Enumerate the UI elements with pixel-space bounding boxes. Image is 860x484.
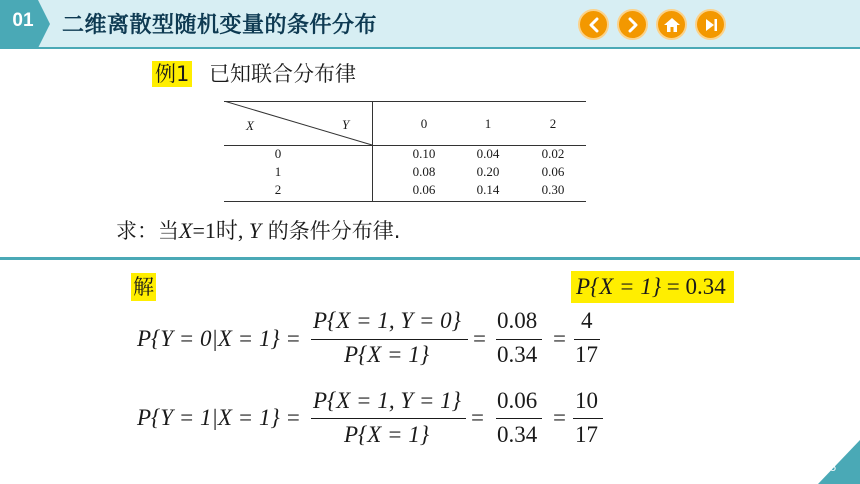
eq1-equals-a: = <box>473 326 486 351</box>
joint-distribution-table <box>224 101 586 202</box>
eq1-denominator: P{X = 1} <box>344 342 430 367</box>
solution-label: 解 <box>133 275 154 299</box>
eq1-numerator-2: 0.08 <box>497 308 538 333</box>
col-header: 2 <box>549 116 557 131</box>
marginal-lhs: P{X = 1} <box>576 274 662 299</box>
eq2-denominator: P{X = 1} <box>344 422 430 447</box>
table-cell: 0.20 <box>476 164 500 179</box>
eq2-numerator-2: 0.06 <box>497 388 538 413</box>
eq2-denominator-2: 0.34 <box>497 422 538 447</box>
eq2-fraction-bar-3 <box>573 418 603 419</box>
home-button[interactable] <box>656 9 687 40</box>
eq1-fraction-bar <box>311 339 468 340</box>
eq1-equals-b: = <box>553 326 566 351</box>
nav-buttons <box>578 9 726 40</box>
example-text: 已知联合分布律 <box>209 62 356 86</box>
eq2-lhs: P{Y = 1|X = 1} = <box>137 405 301 430</box>
col-header: 1 <box>484 116 492 131</box>
marginal-rhs: = 0.34 <box>666 274 726 299</box>
question-condition: =1时, <box>192 218 249 243</box>
eq1-lhs: P{Y = 0|X = 1} = <box>137 326 301 351</box>
eq2-fraction-bar <box>311 418 466 419</box>
prev-button[interactable] <box>578 9 609 40</box>
row-header: 1 <box>274 164 282 179</box>
next-button[interactable] <box>617 9 648 40</box>
table-cell: 0.02 <box>541 146 565 161</box>
question-var-x: X <box>179 218 193 243</box>
eq2-equals-b: = <box>553 405 566 430</box>
eq1-fraction-bar-2 <box>496 339 542 340</box>
row-header: 0 <box>274 146 282 161</box>
eq1-numerator-3: 4 <box>581 308 593 333</box>
question-var-y: Y <box>248 218 262 243</box>
eq2-numerator-3: 10 <box>575 388 598 413</box>
table-cell: 0.08 <box>412 164 436 179</box>
table-col-var: Y <box>342 117 350 132</box>
eq1-fraction-bar-3 <box>574 339 600 340</box>
table-cell: 0.04 <box>476 146 500 161</box>
example-label: 例1 <box>152 61 192 87</box>
next-icon <box>625 17 641 33</box>
table-bottom-rule <box>224 201 586 202</box>
eq2-numerator: P{X = 1, Y = 1} <box>313 388 461 413</box>
section-divider <box>0 257 860 260</box>
end-button[interactable] <box>695 9 726 40</box>
header-rule <box>0 47 860 49</box>
table-row-var: X <box>246 118 254 133</box>
eq2-equals-a: = <box>471 405 484 430</box>
col-header: 0 <box>420 116 428 131</box>
table-cell: 0.30 <box>541 182 565 197</box>
page-number: 5 <box>830 462 837 474</box>
question-prefix: 求：当 <box>116 219 179 243</box>
table-cell: 0.10 <box>412 146 436 161</box>
table-cell: 0.06 <box>541 164 565 179</box>
eq2-fraction-bar-2 <box>496 418 542 419</box>
row-header: 2 <box>274 182 282 197</box>
eq1-denominator-2: 0.34 <box>497 342 538 367</box>
prev-icon <box>586 17 602 33</box>
question-suffix: 的条件分布律. <box>261 219 401 243</box>
home-icon <box>663 16 681 34</box>
marginal-probability <box>571 271 734 303</box>
eq2-denominator-3: 17 <box>575 422 598 447</box>
question-text <box>116 217 400 245</box>
table-cell: 0.06 <box>412 182 436 197</box>
table-cell: 0.14 <box>476 182 500 197</box>
end-icon <box>703 17 719 33</box>
eq1-denominator-3: 17 <box>575 342 598 367</box>
eq1-numerator: P{X = 1, Y = 0} <box>313 308 461 333</box>
page-title: 二维离散型随机变量的条件分布 <box>62 13 378 38</box>
section-number: 01 <box>12 10 34 31</box>
corner-decoration <box>818 440 860 484</box>
